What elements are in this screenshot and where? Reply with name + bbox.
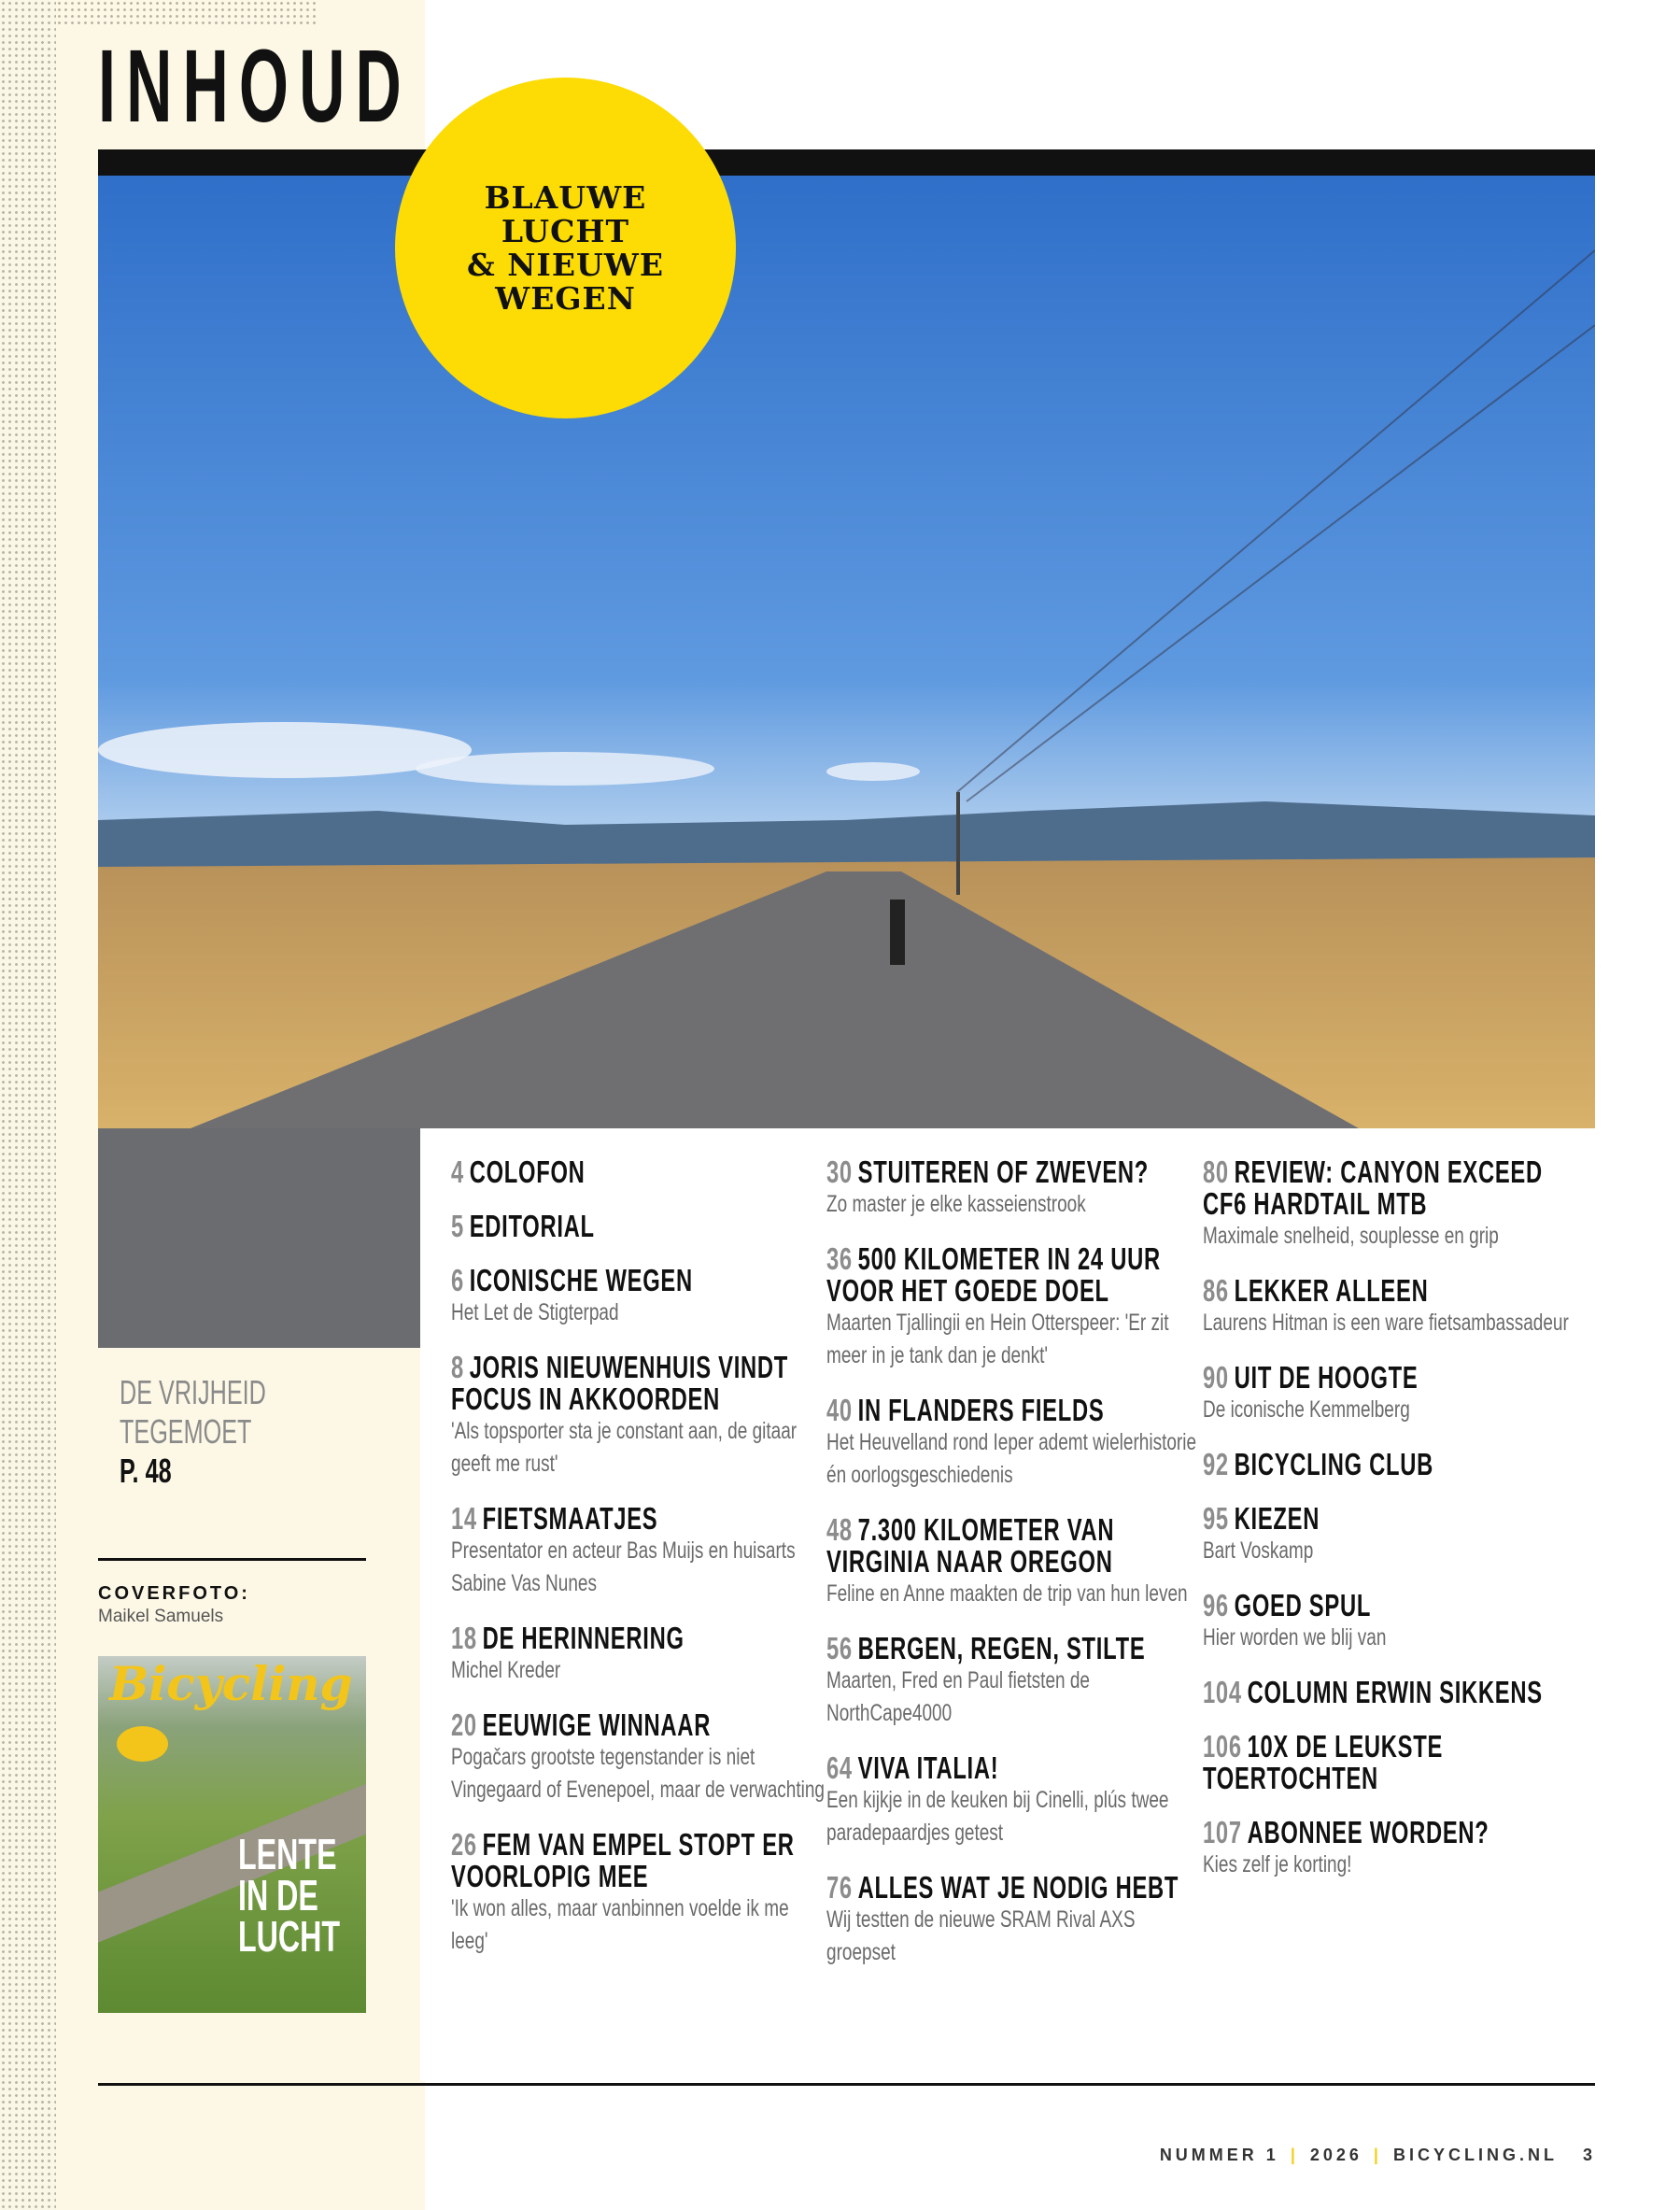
cover-headline-2: IN DE LUCHT	[238, 1871, 341, 1961]
toc-item-title	[1203, 1449, 1579, 1480]
toc-item-subtitle: Hier worden we blij van	[1203, 1624, 1387, 1650]
toc-page-number: 106	[1203, 1729, 1242, 1764]
feature-line-1: DE VRIJHEID	[120, 1373, 266, 1411]
toc-item-subtitle: Het Heuvelland rond Ieper ademt wielerhistorie én oorlogsgeschiedenis	[826, 1429, 1197, 1488]
toc-item[interactable]	[1203, 1817, 1576, 1881]
toc-item-subtitle: Zo master je elke kasseienstrook	[826, 1191, 1086, 1217]
toc-item-title	[1203, 1731, 1579, 1794]
toc-item-subtitle: 'Als topsporter sta je constant aan, de gitaar geeft me rust'	[451, 1418, 798, 1477]
toc-item-subtitle: Kies zelf je korting!	[1203, 1851, 1352, 1877]
toc-item-title	[826, 1633, 1203, 1665]
toc-item-title	[826, 1514, 1203, 1578]
page-number: 3	[1582, 2146, 1596, 2164]
toc-title-text: VIVA ITALIA!	[857, 1750, 999, 1785]
toc-item[interactable]	[1203, 1590, 1576, 1654]
toc-item-title	[1203, 1503, 1579, 1535]
coverphoto-credit: Maikel Samuels	[98, 1607, 224, 1626]
toc-item[interactable]	[1203, 1449, 1576, 1480]
toc-item-subtitle: Michel Kreder	[451, 1657, 561, 1683]
issue-year: 2026	[1309, 2146, 1362, 2164]
toc-page-number: 14	[451, 1501, 477, 1536]
toc-item-subtitle: Feline en Anne maakten de trip van hun leven	[826, 1580, 1188, 1607]
toc-item[interactable]	[451, 1265, 825, 1329]
toc-item[interactable]	[1203, 1362, 1576, 1426]
toc-title-text: COLUMN ERWIN SIKKENS	[1247, 1675, 1543, 1709]
toc-title-text: UIT DE HOOGTE	[1234, 1360, 1419, 1395]
toc-item[interactable]	[1203, 1677, 1576, 1708]
website[interactable]: BICYCLING.NL	[1392, 2146, 1558, 2164]
toc-page-number: 8	[451, 1350, 464, 1384]
toc-item-subtitle: Maximale snelheid, souplesse en grip	[1203, 1223, 1499, 1249]
toc-page-number: 4	[451, 1155, 464, 1189]
toc-item-title	[826, 1872, 1203, 1904]
feature-page: P. 48	[120, 1452, 172, 1490]
toc-title-text: FEM VAN EMPEL STOPT ER VOORLOPIG MEE	[451, 1827, 795, 1893]
toc-page-number: 80	[1203, 1155, 1229, 1189]
toc-item-subtitle: Pogačars grootste tegenstander is niet Vingegaard of Evenepoel, maar de verwachting	[451, 1744, 825, 1803]
feature-badge	[395, 78, 736, 418]
toc-item[interactable]	[826, 1156, 1200, 1221]
toc-page-number: 92	[1203, 1447, 1229, 1481]
toc-item-title	[451, 1829, 827, 1892]
toc-title-text: 7.300 KILOMETER VAN VIRGINIA NAAR OREGON	[826, 1512, 1115, 1579]
page-title: INHOUD	[98, 29, 412, 144]
toc-item-title	[826, 1395, 1203, 1426]
toc-column-3	[1203, 1156, 1576, 1904]
footer: NUMMER 1 | 2026 | BICYCLING.NL 3	[1159, 2146, 1596, 2164]
toc-title-text: 500 KILOMETER IN 24 UUR VOOR HET GOEDE DOEL	[826, 1241, 1161, 1308]
issue-number: NUMMER 1	[1159, 2146, 1279, 2164]
toc-item-subtitle: Het Let de Stigterpad	[451, 1299, 619, 1325]
toc-item-title	[451, 1156, 827, 1188]
toc-page-number: 64	[826, 1750, 853, 1785]
toc-item-title	[451, 1352, 827, 1415]
title-bar	[98, 149, 1595, 176]
toc-title-text: EEUWIGE WINNAAR	[482, 1707, 712, 1742]
toc-item[interactable]	[451, 1503, 825, 1600]
toc-title-text: ICONISCHE WEGEN	[469, 1263, 693, 1297]
toc-title-text: BICYCLING CLUB	[1234, 1447, 1433, 1481]
toc-item[interactable]	[1203, 1156, 1576, 1253]
toc-item-title	[451, 1709, 827, 1741]
toc-item[interactable]	[826, 1243, 1200, 1372]
toc-page-number: 20	[451, 1707, 477, 1742]
toc-item[interactable]	[1203, 1731, 1576, 1794]
toc-title-text: IN FLANDERS FIELDS	[857, 1393, 1105, 1427]
cover-thumbnail[interactable]	[98, 1656, 366, 2013]
toc-title-text: 10X DE LEUKSTE TOERTOCHTEN	[1203, 1729, 1444, 1795]
toc-item-title	[826, 1752, 1203, 1784]
toc-page-number: 36	[826, 1241, 853, 1276]
toc-item-subtitle: De iconische Kemmelberg	[1203, 1396, 1410, 1423]
toc-title-text: FIETSMAATJES	[482, 1501, 658, 1536]
toc-item-subtitle: Laurens Hitman is een ware fietsambassadeur	[1203, 1310, 1569, 1336]
toc-title-text: COLOFON	[469, 1155, 586, 1189]
toc-page-number: 76	[826, 1870, 853, 1905]
toc-title-text: STUITEREN OF ZWEVEN?	[857, 1155, 1150, 1189]
toc-page-number: 40	[826, 1393, 853, 1427]
toc-item[interactable]	[826, 1395, 1200, 1492]
toc-item-title	[451, 1622, 827, 1654]
toc-page-number: 90	[1203, 1360, 1229, 1395]
toc-page-number: 95	[1203, 1501, 1229, 1536]
cover-logo: Bicycling	[109, 1656, 353, 1711]
toc-item[interactable]	[1203, 1503, 1576, 1567]
toc-title-text: EDITORIAL	[469, 1209, 595, 1243]
feature-line-2: TEGEMOET	[120, 1412, 252, 1451]
toc-item[interactable]	[826, 1872, 1200, 1969]
toc-title-text: LEKKER ALLEEN	[1234, 1273, 1429, 1308]
toc-item[interactable]	[451, 1829, 825, 1958]
toc-page-number: 107	[1203, 1815, 1242, 1849]
toc-page-number: 48	[826, 1512, 853, 1547]
toc-item-subtitle: Bart Voskamp	[1203, 1537, 1314, 1564]
toc-item-subtitle: Presentator en acteur Bas Muijs en huisarts Sabine Vas Nunes	[451, 1537, 796, 1596]
toc-item-title	[826, 1243, 1203, 1307]
toc-item-subtitle: Een kijkje in de keuken bij Cinelli, plús twee paradepaardjes getest	[826, 1787, 1169, 1846]
toc-title-text: JORIS NIEUWENHUIS VINDT FOCUS IN AKKOORDEN	[451, 1350, 789, 1416]
toc-column-1	[451, 1156, 825, 1980]
toc-item-subtitle: Wij testten de nieuwe SRAM Rival AXS groepset	[826, 1906, 1136, 1965]
toc-item[interactable]	[1203, 1275, 1576, 1339]
toc-page-number: 6	[451, 1263, 464, 1297]
toc-item[interactable]	[451, 1709, 825, 1806]
toc-item-title	[451, 1265, 827, 1296]
toc-title-text: ALLES WAT JE NODIG HEBT	[857, 1870, 1179, 1905]
toc-column-2	[826, 1156, 1200, 1991]
toc-item[interactable]	[451, 1211, 825, 1242]
toc-item-title	[1203, 1362, 1579, 1394]
feature-callout[interactable]	[120, 1373, 266, 1491]
toc-item[interactable]	[826, 1514, 1200, 1610]
dotted-strip	[0, 0, 56, 2210]
coverphoto-label: COVERFOTO:	[98, 1583, 250, 1604]
toc-item-subtitle: Maarten, Fred en Paul fietsten de NorthCape4000	[826, 1667, 1090, 1726]
toc-page-number: 30	[826, 1155, 853, 1189]
toc-item-title	[1203, 1156, 1579, 1220]
toc-item[interactable]	[826, 1752, 1200, 1849]
toc-item[interactable]	[451, 1156, 825, 1188]
toc-page-number: 18	[451, 1621, 477, 1655]
toc-item-subtitle: 'Ik won alles, maar vanbinnen voelde ik me leeg'	[451, 1895, 789, 1954]
toc-title-text: DE HERINNERING	[482, 1621, 685, 1655]
toc-page-number: 86	[1203, 1273, 1229, 1308]
cover-headline	[238, 1830, 341, 1961]
toc-item[interactable]	[451, 1352, 825, 1480]
toc-title-text: ABONNEE WORDEN?	[1247, 1815, 1489, 1849]
footer-divider	[98, 2083, 1595, 2086]
toc-title-text: KIEZEN	[1234, 1501, 1320, 1536]
toc-item-title	[451, 1503, 827, 1535]
toc-item-title	[1203, 1817, 1579, 1849]
cover-headline-1: LENTE	[238, 1830, 337, 1878]
toc-item-title	[826, 1156, 1203, 1188]
toc-page-number: 96	[1203, 1588, 1229, 1622]
toc-page-number: 56	[826, 1631, 853, 1665]
toc-item[interactable]	[826, 1633, 1200, 1730]
toc-page-number: 26	[451, 1827, 477, 1862]
divider	[98, 1558, 366, 1561]
toc-page-number: 104	[1203, 1675, 1242, 1709]
cover-badge	[117, 1726, 168, 1762]
toc-item-title	[1203, 1275, 1579, 1307]
toc-item-title	[1203, 1677, 1579, 1708]
toc-title-text: GOED SPUL	[1234, 1588, 1372, 1622]
toc-item-subtitle: Maarten Tjallingii en Hein Otterspeer: 'Er zit meer in je tank dan je denkt'	[826, 1310, 1169, 1368]
dotted-strip-top	[56, 0, 318, 24]
toc-title-text: REVIEW: CANYON EXCEED CF6 HARDTAIL MTB	[1203, 1155, 1543, 1221]
toc-title-text: BERGEN, REGEN, STILTE	[857, 1631, 1146, 1665]
toc-page-number: 5	[451, 1209, 464, 1243]
feature-badge-text: BLAUWE LUCHT & NIEUWE WEGEN	[466, 178, 665, 317]
toc-item[interactable]	[451, 1622, 825, 1687]
toc-item-title	[451, 1211, 827, 1242]
toc-item-title	[1203, 1590, 1579, 1622]
